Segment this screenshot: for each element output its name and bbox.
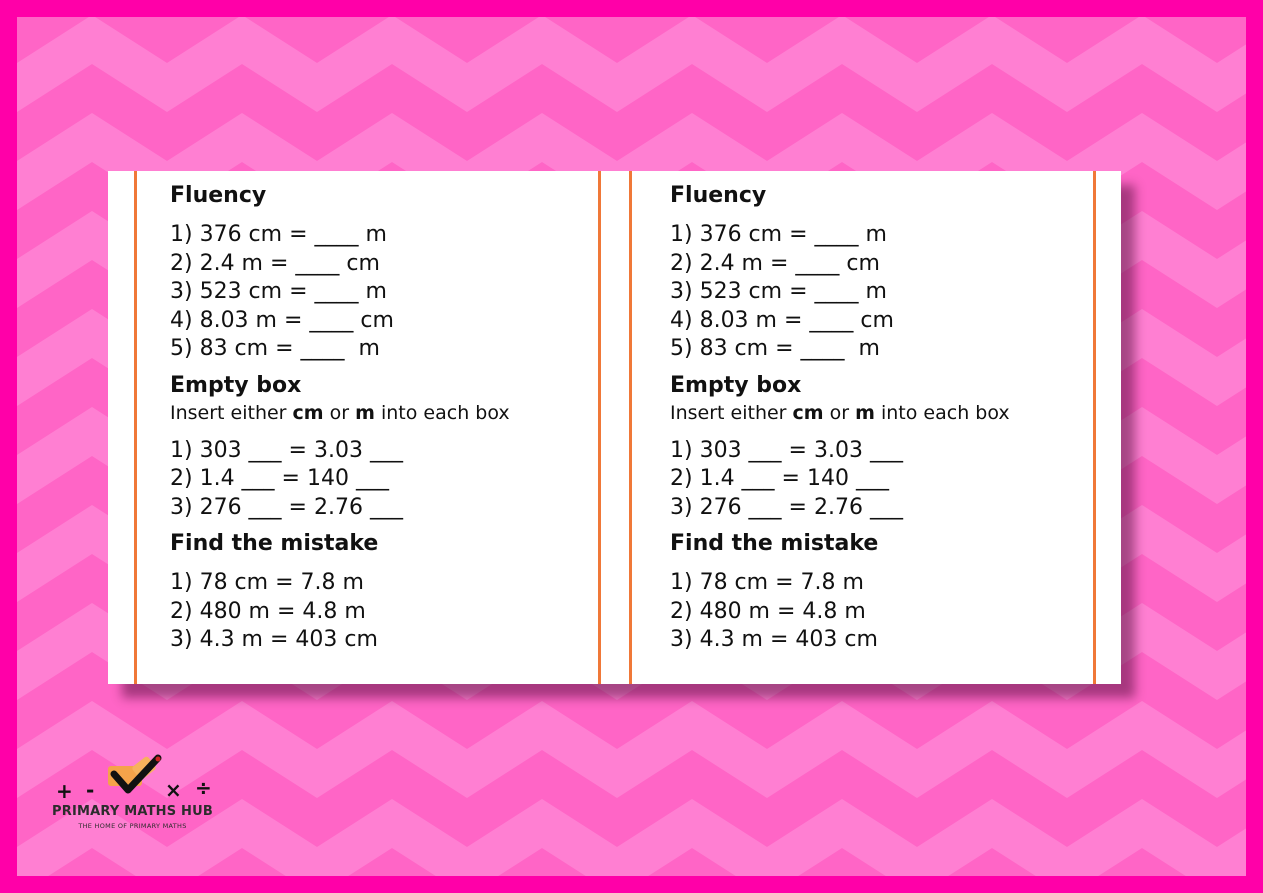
section-title-find-mistake: Find the mistake	[170, 531, 379, 556]
question-line: 3) 276 ___ = 2.76 ___	[170, 494, 403, 520]
section-title-fluency: Fluency	[170, 183, 267, 208]
instruction-text: Insert either cm or m into each box	[670, 401, 1010, 424]
question-line: 3) 4.3 m = 403 cm	[670, 627, 878, 652]
question-line: 5) 83 cm = ____ m	[170, 336, 380, 361]
primary-maths-hub-logo	[40, 752, 225, 832]
question-line: 2) 480 m = 4.8 m	[170, 598, 366, 624]
question-line: 1) 78 cm = 7.8 m	[670, 570, 864, 595]
question-line: 2) 2.4 m = ____ cm	[670, 250, 880, 276]
worksheet	[108, 171, 1121, 684]
question-line: 5) 83 cm = ____ m	[670, 336, 880, 361]
minus-icon: -	[86, 778, 95, 802]
question-line: 1) 376 cm = ____ m	[170, 222, 387, 247]
logo-tagline: THE HOME OF PRIMARY MATHS	[78, 822, 187, 830]
worksheet-card-right	[670, 181, 1010, 655]
divider-line	[629, 171, 632, 684]
question-line: 1) 303 ___ = 3.03 ___	[670, 437, 903, 463]
logo-name: PRIMARY MATHS HUB	[52, 804, 213, 819]
section-title-fluency: Fluency	[670, 183, 767, 208]
divider-line	[134, 171, 137, 684]
question-line: 3) 523 cm = ____ m	[170, 279, 387, 304]
plus-icon: +	[56, 779, 73, 803]
worksheet-card-left	[170, 181, 510, 655]
question-line: 3) 276 ___ = 2.76 ___	[670, 494, 903, 520]
question-line: 4) 8.03 m = ____ cm	[170, 307, 394, 333]
question-line: 2) 480 m = 4.8 m	[670, 598, 866, 624]
question-line: 1) 78 cm = 7.8 m	[170, 570, 364, 595]
section-title-empty-box: Empty box	[670, 372, 802, 398]
multiply-icon: ×	[165, 778, 182, 802]
question-line: 3) 523 cm = ____ m	[670, 279, 887, 304]
question-line: 2) 1.4 ___ = 140 ___	[670, 466, 889, 491]
question-line: 2) 1.4 ___ = 140 ___	[170, 466, 389, 491]
question-line: 4) 8.03 m = ____ cm	[670, 307, 894, 333]
question-line: 3) 4.3 m = 403 cm	[170, 627, 378, 652]
instruction-text: Insert either cm or m into each box	[170, 401, 510, 424]
divider-line	[598, 171, 601, 684]
section-title-find-mistake: Find the mistake	[670, 531, 879, 556]
checkmark-icon	[106, 754, 168, 800]
divider-line	[1093, 171, 1096, 684]
section-title-empty-box: Empty box	[170, 372, 302, 398]
question-line: 1) 303 ___ = 3.03 ___	[170, 437, 403, 463]
question-line: 1) 376 cm = ____ m	[670, 222, 887, 247]
question-line: 2) 2.4 m = ____ cm	[170, 250, 380, 276]
logo-operators	[40, 752, 225, 806]
divide-icon: ÷	[195, 776, 212, 800]
